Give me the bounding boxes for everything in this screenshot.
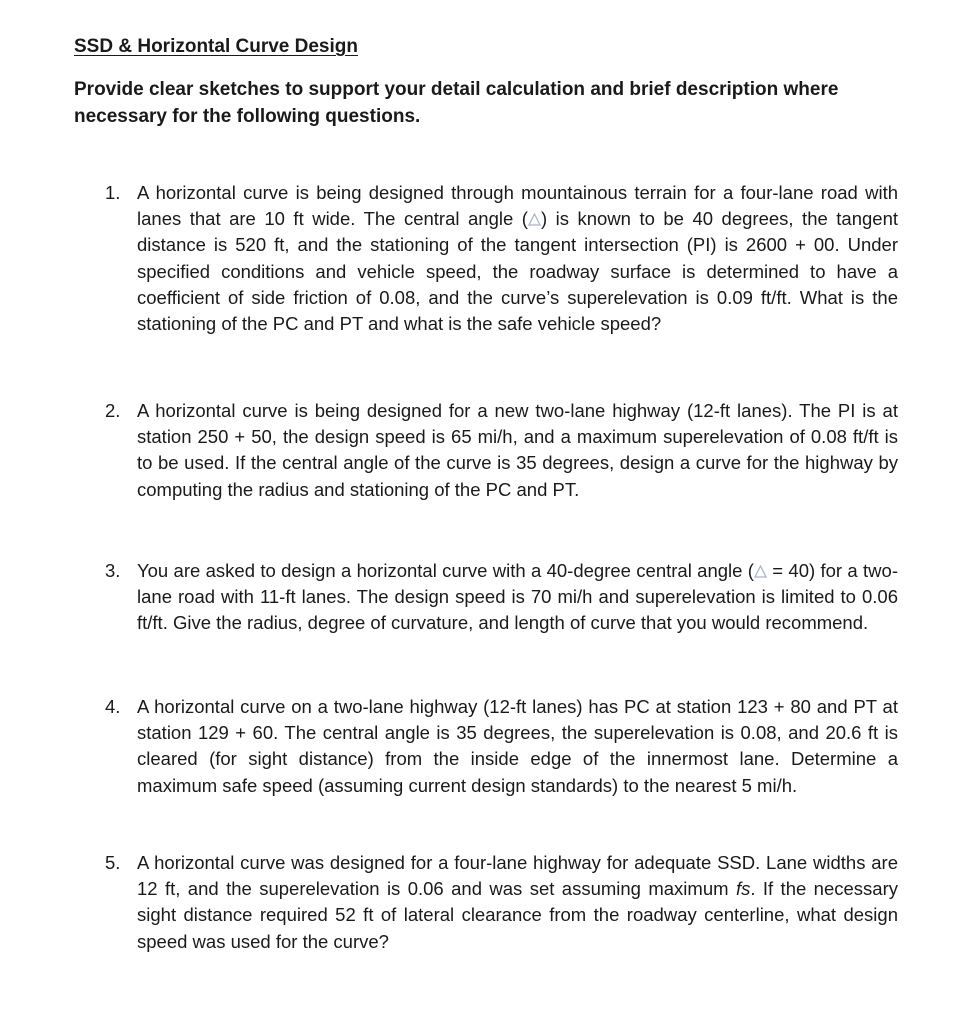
- question-number: 2.: [105, 400, 121, 421]
- question-text-part: ) is known to be 40 degrees, the tangent distance is 520 ft, and the stationing of the tangent intersection (PI) is 2600 + 00. Under specified conditions and vehicle speed, the roadway surface is determined to have a coefficient of side friction of 0.08, and the curve’s superelevation is 0.09 ft/ft. What is the stationing of the PC and PT and what is the safe vehicle speed?: [137, 208, 899, 335]
- question-text: [137, 558, 898, 637]
- fs-variable: fs: [735, 878, 751, 900]
- question-text: A horizontal curve on a two-lane highway (12-ft lanes) has PC at station 123 + 80 and PT at station 129 + 60. The central angle is 35 degrees, the superelevation is 0.08, and 20.6 ft is cleared (for sight distance) from the inside edge of the innermost lane. Determine a maximum safe speed (assuming current design standards) to the nearest 5 mi/h.: [137, 696, 898, 796]
- instructions-text: Provide clear sketches to support your detail calculation and brief description where necessary for the following questions.: [74, 79, 839, 127]
- question-text-part: A horizontal curve is being designed through mountainous terrain for a four-lane road with lanes that are 10 ft wide. The central angle (: [137, 182, 898, 230]
- question-text: A horizontal curve is being designed for a new two-lane highway (12-ft lanes). The PI is at station 250 + 50, the design speed is 65 mi/h, and a maximum superelevation of 0.08 ft/ft is to be used. If the central angle of the curve is 35 degrees, design a curve for the highway by computing the radius and stationing of the PC and PT.: [137, 400, 898, 500]
- question-number: 1.: [105, 182, 121, 203]
- delta-symbol-icon: [528, 213, 541, 226]
- question-text-part: You are asked to design a horizontal curve with a 40-degree central angle (: [137, 560, 754, 581]
- question-number: 5.: [105, 852, 121, 873]
- question-number: 4.: [105, 696, 121, 717]
- question-text: [137, 850, 898, 955]
- page-title: SSD & Horizontal Curve Design: [74, 36, 358, 57]
- delta-symbol-icon: [754, 565, 767, 578]
- question-text: [137, 180, 898, 337]
- question-text-part: . If the necessary sight distance required 52 ft of lateral clearance from the roadway centerline, what design speed was used for the curve?: [137, 878, 898, 952]
- question-text-part: A horizontal curve was designed for a four-lane highway for adequate SSD. Lane widths are 12 ft, and the superelevation is 0.06 and was set assuming maximum: [137, 852, 898, 900]
- question-number: 3.: [105, 560, 121, 581]
- question-text-part: = 40) for a two-lane road with 11-ft lanes. The design speed is 70 mi/h and superelevation is limited to 0.06 ft/ft. Give the radius, degree of curvature, and length of curve that you would recommend.: [137, 560, 898, 634]
